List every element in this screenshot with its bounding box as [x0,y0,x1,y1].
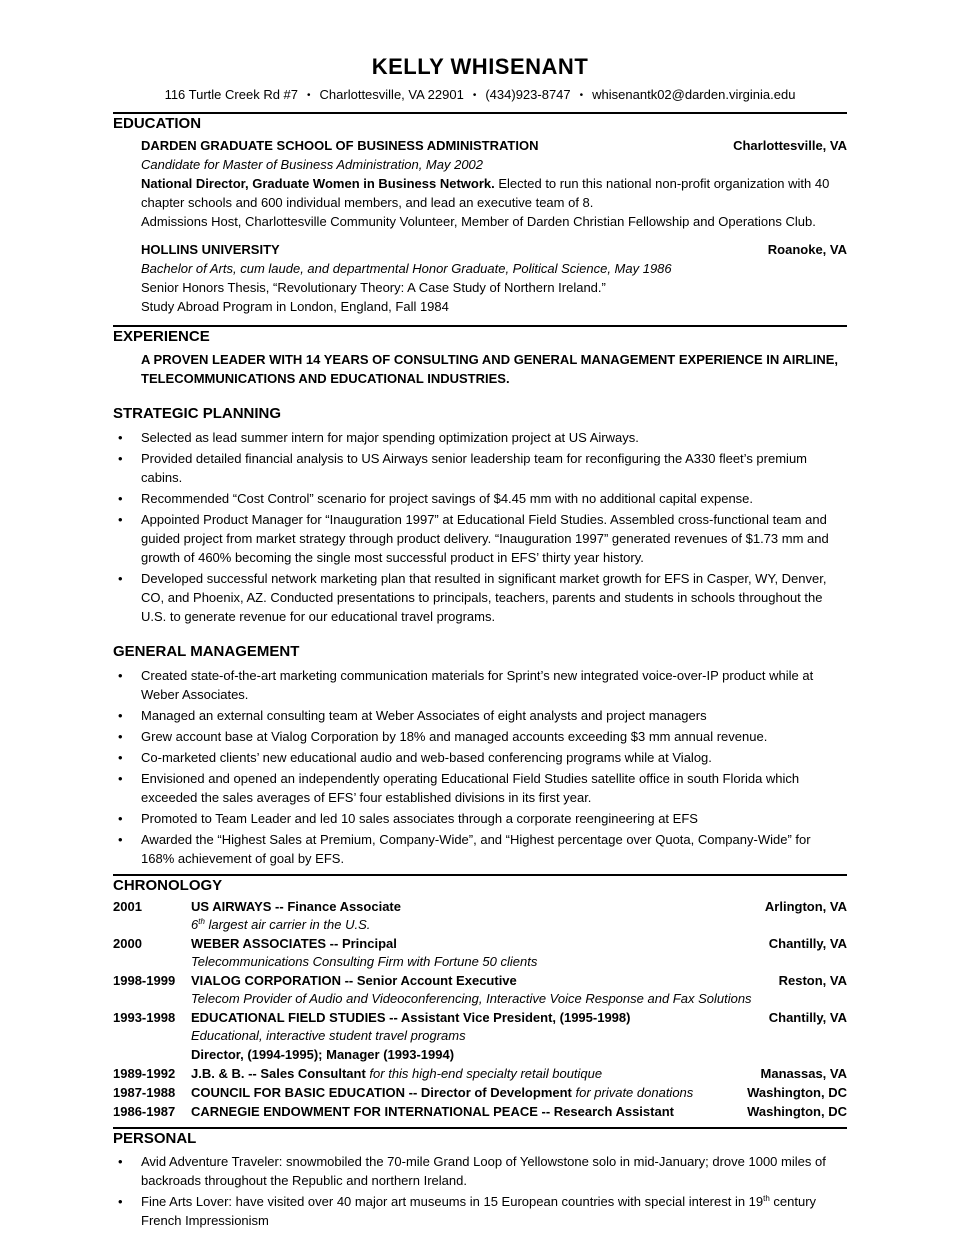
school-title-row [141,136,847,155]
contact-email: whisenantk02@darden.virginia.edu [592,87,796,102]
strategic-planning-heading: STRATEGIC PLANNING [113,405,282,422]
contact-city: Charlottesville, VA 22901 [319,87,464,102]
section-chronology [113,876,847,1121]
chronology-row [113,1065,847,1083]
list-item: • Appointed Product Manager for “Inauguration 1997” at Educational Field Studies. Assembled cross-functional team and guided project from market strategy through product delivery. “Inauguration 1997” generated revenues of $1.73 mm and growth of 460% becoming the single most successful product in EFS’ thirty year history. [113,510,847,567]
chronology-row [113,972,847,990]
chronology-heading: CHRONOLOGY [113,877,223,894]
education-entry-hollins [141,240,847,316]
list-item: • Co-marketed clients’ new educational audio and web-based conferencing programs while at Vialog. [113,748,847,767]
chronology-entry [113,1009,847,1064]
education-heading: EDUCATION [113,115,202,132]
school-degree: Candidate for Master of Business Administration, May 2002 [141,157,484,172]
entry-location: Reston, VA [778,973,847,988]
personal-list [113,1152,847,1230]
education-entry-darden [141,136,847,231]
school-detail: Study Abroad Program in London, England, Fall 1984 [141,299,449,314]
section-personal [113,1129,847,1230]
superscript: th [198,917,205,926]
chronology-entry [113,898,847,934]
entry-location: Washington, DC [747,1104,847,1119]
school-name: DARDEN GRADUATE SCHOOL OF BUSINESS ADMINISTRATION [141,138,539,153]
entry-years: 1986-1987 [113,1104,176,1119]
list-item: • Developed successful network marketing plan that resulted in significant market growth for EFS in Casper, WY, Denver, CO, and Phoenix, AZ. Conducted presentations to principals, teachers, parents and students in schools throughout the U.S. to generate revenue for our educational travel programs. [113,569,847,626]
chronology-entry [113,1065,847,1083]
school-location: Roanoke, VA [767,242,847,257]
school-name: HOLLINS UNIVERSITY [141,242,280,257]
general-management-heading: GENERAL MANAGEMENT [113,643,300,660]
chronology-row [113,1084,847,1102]
entry-location: Arlington, VA [764,899,847,914]
list-item: • Selected as lead summer intern for major spending optimization project at US Airways. [113,428,847,447]
entry-years: 1989-1992 [113,1066,176,1081]
list-item: • Promoted to Team Leader and led 10 sales associates through a corporate reengineering at EFS [113,809,847,828]
general-management-list [113,666,847,868]
list-item: • Avid Adventure Traveler: snowmobiled the 70-mile Grand Loop of Yellowstone solo in mid-January; drove 1000 miles of backroads throughout the Republic and northern Ireland. [113,1152,847,1190]
entry-note: Telecom Provider of Audio and Videoconferencing, Interactive Voice Response and Fax Solutions [191,991,752,1006]
chronology-entry [113,935,847,971]
person-name: KELLY WHISENANT [371,54,589,79]
bullet-separator: • [307,90,311,101]
chronology-entry [113,1103,847,1121]
entry-company-title: COUNCIL FOR BASIC EDUCATION -- Director of Development for private donations [191,1085,694,1100]
entry-location: Manassas, VA [760,1066,847,1081]
list-item: • Envisioned and opened an independently operating Educational Field Studies satellite office in south Florida which exceeded the sales averages of EFS’ four established divisions in its first year. [113,769,847,807]
school-degree: Bachelor of Arts, cum laude, and departmental Honor Graduate, Political Science, May 1986 [141,261,672,276]
chronology-entry [113,1084,847,1102]
section-education [113,114,847,316]
school-location: Charlottesville, VA [733,138,847,153]
chronology-row [113,1009,847,1027]
entry-location: Chantilly, VA [768,1010,847,1025]
list-item: • Created state-of-the-art marketing communication materials for Sprint’s new integrated voice-over-IP product while at Weber Associates. [113,666,847,704]
list-item: • Provided detailed financial analysis to US Airways senior leadership team for reconfiguring the A330 fleet’s premium cabins. [113,449,847,487]
school-detail: Admissions Host, Charlottesville Community Volunteer, Member of Darden Christian Fellowship and Operations Club. [141,214,816,229]
entry-years: 1993-1998 [113,1010,176,1025]
school-title-row [141,240,847,259]
experience-heading: EXPERIENCE [113,328,210,345]
entry-prior-titles: Director, (1994-1995); Manager (1993-1994) [191,1047,455,1062]
bullet-separator: • [579,90,584,101]
entry-years: 1998-1999 [113,973,176,988]
list-item: • Fine Arts Lover: have visited over 40 major art museums in 15 European countries with special interest in 19th century French Impressionism [113,1192,847,1230]
contact-address: 116 Turtle Creek Rd #7 [164,87,299,102]
entry-company-title: VIALOG CORPORATION -- Senior Account Executive [191,973,517,988]
entry-note: 6th largest air carrier in the U.S. [191,917,371,932]
entry-note: Educational, interactive student travel programs [191,1028,466,1043]
entry-location: Chantilly, VA [768,936,847,951]
school-detail: Senior Honors Thesis, “Revolutionary Theory: A Case Study of Northern Ireland.” [141,280,606,295]
entry-company-title: EDUCATIONAL FIELD STUDIES -- Assistant Vice President, (1995-1998) [191,1010,631,1025]
list-item: • Grew account base at Vialog Corporation by 18% and managed accounts exceeding $3 mm annual revenue. [113,727,847,746]
school-detail: National Director, Graduate Women in Business Network. Elected to run this national non-profit organization with 40 chapter schools and 600 individual members, and lead an executive team of 8. [141,176,830,210]
list-item: • Awarded the “Highest Sales at Premium, Company-Wide”, and “Highest percentage over Quota, Company-Wide” for 168% achievement of goal by EFS. [113,830,847,868]
entry-company-title: WEBER ASSOCIATES -- Principal [191,936,397,951]
chronology-row [113,935,847,953]
contact-phone: (434)923-8747 [485,87,571,102]
chronology-row [113,1103,847,1121]
entry-company-title: CARNEGIE ENDOWMENT FOR INTERNATIONAL PEACE -- Research Assistant [191,1104,674,1119]
entry-location: Washington, DC [747,1085,847,1100]
bullet-separator: • [472,90,477,101]
experience-summary: A PROVEN LEADER WITH 14 YEARS OF CONSULTING AND GENERAL MANAGEMENT EXPERIENCE IN AIRLINE, TELECOMMUNICATIONS AND EDUCATIONAL INDUSTRIES. [141,352,839,386]
entry-years: 2000 [113,936,142,951]
list-item: • Recommended “Cost Control” scenario for project savings of $4.45 mm with no additional capital expense. [113,489,847,508]
entry-company-title: US AIRWAYS -- Finance Associate [191,899,401,914]
entry-note: Telecommunications Consulting Firm with Fortune 50 clients [191,954,538,969]
section-experience [113,327,847,868]
chronology-entry [113,972,847,1008]
superscript: th [763,1194,770,1203]
entry-company-title: J.B. & B. -- Sales Consultant for this high-end specialty retail boutique [191,1066,603,1081]
list-item: • Managed an external consulting team at Weber Associates of eight analysts and project managers [113,706,847,725]
contact-line [113,85,847,105]
strategic-planning-list [113,428,847,626]
chronology-row [113,898,847,916]
entry-years: 1987-1988 [113,1085,176,1100]
entry-years: 2001 [113,899,142,914]
personal-heading: PERSONAL [113,1130,197,1147]
